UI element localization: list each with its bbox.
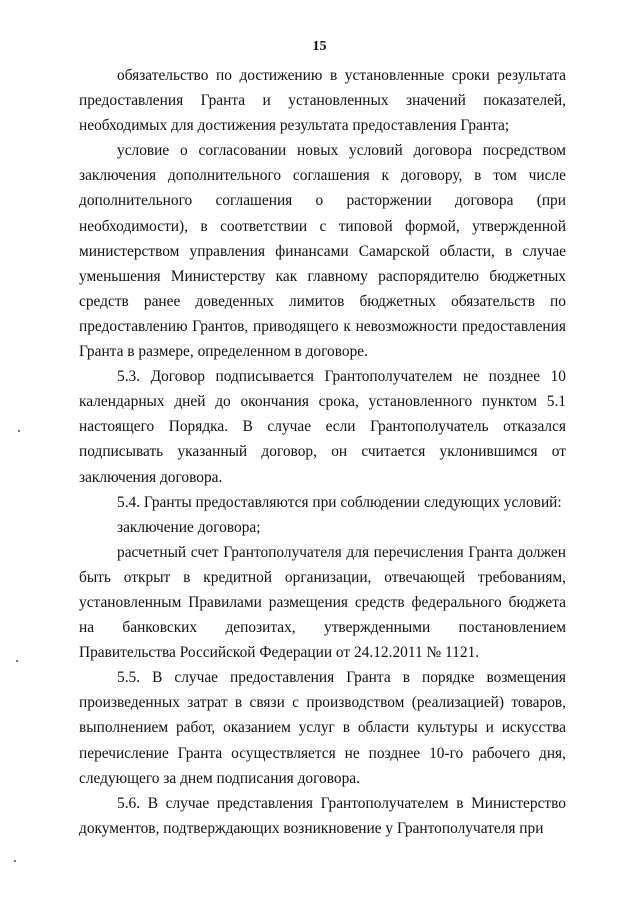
paragraph-obligation: обязательство по достижению в установленные сроки результата предоставления Гранта и установленных значений показателей, необходимых для достижения результата предоставления Гранта; — [79, 67, 566, 135]
paragraph-5-5: 5.5. В случае предоставления Гранта в порядке возмещения произведенных затрат в связи с производством (реализацией) товаров, выполнением работ, оказанием услуг в области культуры и искусства перечисление Гранта осуществляется не позднее 10-го рабочего дня, следующего за днем подписания договора. — [79, 669, 566, 787]
document-body — [79, 63, 566, 841]
scan-speck — [16, 660, 18, 662]
page-number: 15 — [312, 39, 327, 54]
scan-speck — [14, 860, 16, 862]
paragraph-5-6: 5.6. В случае представления Грантополучателем в Министерство документов, подтверждающих возникновение у Грантополучателя при — [79, 794, 566, 837]
paragraph-contract-conclusion: заключение договора; — [117, 518, 261, 536]
scan-speck — [18, 430, 20, 432]
paragraph-agreement-condition: условие о согласовании новых условий договора посредством заключения дополнительного соглашения к договору, в том числе дополнительного соглашения о расторжении договора (при необходимости), в соответствии с типовой формой, утвержденной министерством управления финансами Самарской области, в случае уменьшения Министерству как главному распорядителю бюджетных средств ранее доведенных лимитов бюджетных обязательств по предоставлению Грантов, приводящего к невозможности предоставления Гранта в размере, определенном в договоре. — [79, 142, 566, 361]
paragraph-settlement-account: расчетный счет Грантополучателя для перечисления Гранта должен быть открыт в кредитной организации, отвечающей требованиям, установленным Правилами размещения средств федерального бюджета на банковских депозитах, утвержденными постановлением Правительства Российской Федерации от 24.12.2011 № 1121. — [79, 543, 566, 662]
paragraph-5-4: 5.4. Гранты предоставляются при соблюдении следующих условий: — [117, 493, 562, 511]
paragraph-5-3: 5.3. Договор подписывается Грантополучателем не позднее 10 календарных дней до окончания срока, установленного пунктом 5.1 настоящего Порядка. В случае если Грантополучатель отказался подписывать указанный договор, он считается уклонившимся от заключения договора. — [79, 368, 566, 486]
